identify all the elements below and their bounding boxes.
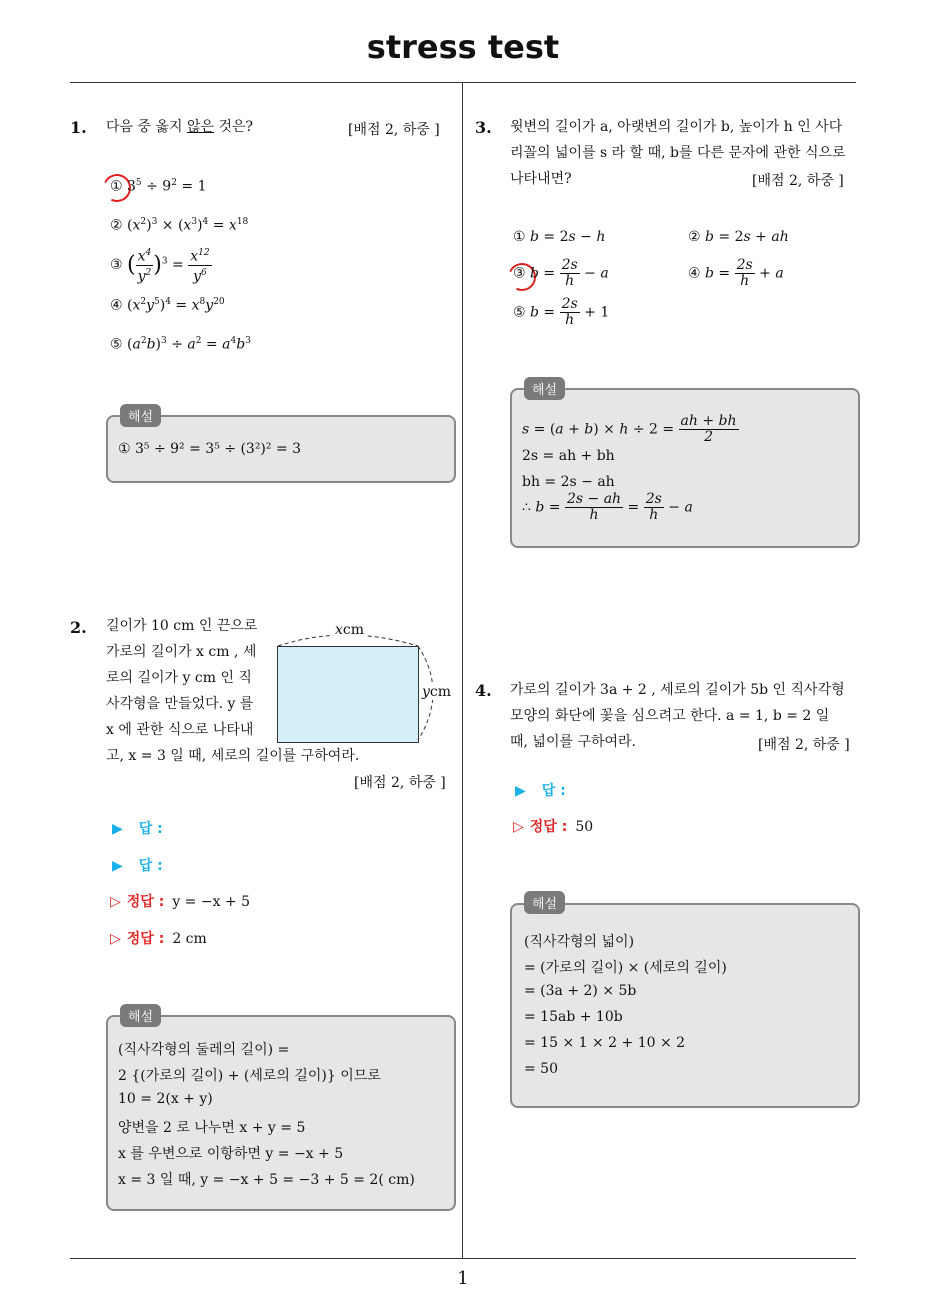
q4-explanation-line: = 15 × 1 × 2 + 10 × 2 [524,1035,686,1051]
q2-explanation-box [106,1015,456,1211]
q4-explanation-tag: 해설 [524,891,565,914]
q4-text: 가로의 길이가 3a + 2 , 세로의 길이가 5b 인 직사각형 모양의 화단에 꽃을 심으려고 한다. a = 1, b = 2 일 때, 넓이를 구하여라. [510,682,845,750]
q3-score: [배점 2, 하중 ] [752,173,844,189]
q1-text: 다음 중 옳지 않은 것은? [106,119,254,135]
page-title: stress test [366,28,560,66]
q4-explanation-line: = 15ab + 10b [524,1009,623,1025]
q2-score: [배점 2, 하중 ] [354,775,446,791]
q4-explanation-line: = 50 [524,1061,558,1077]
q1-number: 1. [70,118,87,137]
q3-option-2[interactable]: ② b = 2s + ah [688,229,789,245]
q2-answer-1[interactable]: ▶ 답 : [112,821,163,837]
q3-explanation-box [510,388,860,548]
q4-score: [배점 2, 하중 ] [758,737,850,753]
rect-width-label: xcm [335,622,365,638]
q3-text: 윗변의 길이가 a, 아랫변의 길이가 b, 높이가 h 인 사다 리꼴의 넓이를 s 라 할 때, b를 다른 문자에 관한 식으로 나타내면? [510,119,846,187]
q3-explanation-tag: 해설 [524,377,565,400]
q1-explanation-tag: 해설 [120,404,161,427]
q4-explanation-line: (직사각형의 넓이) [524,934,635,950]
q3-explanation-line: ∴ b = $\frac{2s - ah}{h}$ = $\frac{2s}{h}$ − a [522,491,693,523]
column-divider [462,82,463,1258]
q2-number: 2. [70,618,87,637]
header-rule [70,82,856,83]
q2-explanation-line: x 를 우변으로 이항하면 y = −x + 5 [118,1146,344,1162]
q1-explanation-line: ① 3⁵ ÷ 9² = 3⁵ ÷ (3²)² = 3 [118,441,302,457]
q1-option-3[interactable]: ③ ( $\frac{x^4}{y^2}$ )$^3$ = $\frac{x^{12}}{y^6}$ [110,248,210,285]
q2-explanation-line: 2 {(가로의 길이) + (세로의 길이)} 이므로 [118,1068,381,1084]
q2-explanation-line: x = 3 일 때, y = −x + 5 = −3 + 5 = 2( cm) [118,1172,415,1188]
q2-explanation-tag: 해설 [120,1004,161,1027]
q3-option-5[interactable]: ⑤ b = $\frac{2s}{h}$ + 1 [513,296,610,328]
q2-explanation-line: 양변을 2 로 나누면 x + y = 5 [118,1120,306,1136]
q1-score: [배점 2, 하중 ] [348,122,440,138]
q2-correct-1: ▷ 정답 : y = −x + 5 [110,894,251,910]
q1-option-1[interactable]: ① $3^5 \div 9^2 = 1$ [110,178,207,195]
q2-text: 길이가 10 cm 인 끈으로 가로의 길이가 x cm , 세 로의 길이가 y cm 인 직 사각형을 만들었다. y 를 x 에 관한 식으로 나타내 고, x = 3 일 때, 세로의 길이를 구하여라. [106,618,360,764]
q3-option-4[interactable]: ④ b = $\frac{2s}{h}$ + a [688,257,784,289]
rect-height-label: ycm [422,684,452,700]
q3-explanation-line: 2s = ah + bh [522,448,615,464]
q2-correct-2: ▷ 정답 : 2 cm [110,931,207,947]
q4-explanation-line: = (3a + 2) × 5b [524,983,637,999]
q2-explanation-line: (직사각형의 둘레의 길이) = [118,1042,290,1058]
q4-correct: ▷ 정답 : 50 [513,819,594,835]
q1-option-2[interactable]: ② $(x^2)^3 \times (x^3)^4 = x^{18}$ [110,217,249,234]
q1-option-5[interactable]: ⑤ $(a^2b)^3 \div a^2 = a^4b^3$ [110,336,251,353]
q3-number: 3. [475,118,492,137]
q4-explanation-box [510,903,860,1108]
q3-explanation-line: bh = 2s − ah [522,474,615,490]
q4-answer[interactable]: ▶ 답 : [515,783,566,799]
q3-option-3[interactable]: ③ b = $\frac{2s}{h}$ − a [513,257,609,289]
page-number: 1 [457,1268,469,1289]
q3-explanation-line: s = (a + b) × h ÷ 2 = $\frac{ah + bh}{2}$ [522,413,737,445]
footer-rule [70,1258,856,1259]
q4-explanation-line: = (가로의 길이) × (세로의 길이) [524,960,727,976]
q3-option-1[interactable]: ① b = 2s − h [513,229,606,245]
q2-explanation-line: 10 = 2(x + y) [118,1091,213,1107]
q2-answer-2[interactable]: ▶ 답 : [112,858,163,874]
q4-number: 4. [475,681,492,700]
q1-option-4[interactable]: ④ $(x^2y^5)^4 = x^8y^{20}$ [110,297,225,314]
